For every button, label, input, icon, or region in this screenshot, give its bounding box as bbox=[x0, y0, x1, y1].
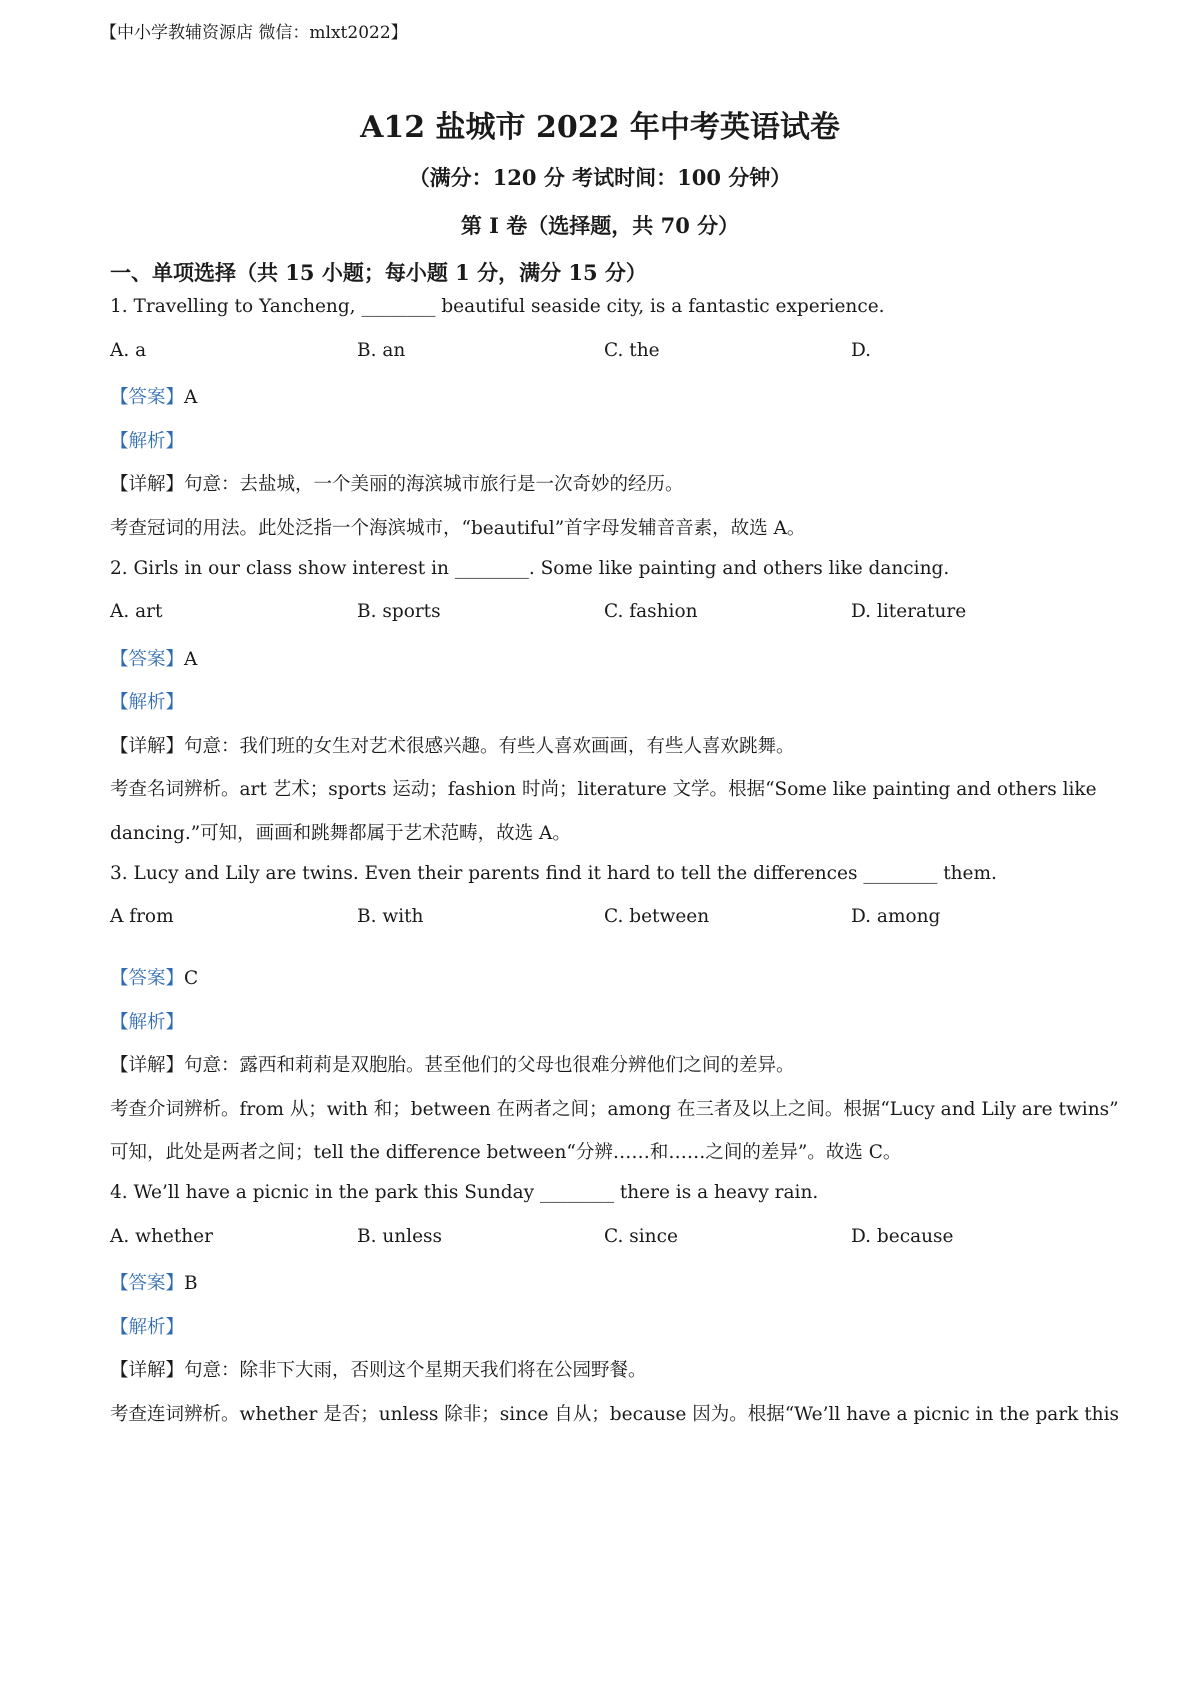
answer-label: 【答案】 bbox=[110, 1273, 185, 1294]
section-title: 一、单项选择（共 15 小题；每小题 1 分，满分 15 分） bbox=[110, 260, 647, 285]
header-note: 【中小学教辅资源店 微信：mlxt2022】 bbox=[100, 23, 408, 43]
part-title: 第 I 卷（选择题，共 70 分） bbox=[460, 213, 740, 238]
answer-line bbox=[110, 645, 197, 671]
option-b: B. unless bbox=[357, 1226, 443, 1247]
option-b: B. an bbox=[357, 340, 406, 361]
detail-text: 句意：去盐城，一个美丽的海滨城市旅行是一次奇妙的经历。 bbox=[184, 474, 684, 495]
question-options bbox=[110, 340, 1110, 366]
analysis-label: 【解析】 bbox=[110, 1012, 185, 1033]
exam-subtitle: （满分：120 分 考试时间：100 分钟） bbox=[408, 165, 792, 190]
question-options bbox=[110, 601, 1110, 627]
option-b: B. with bbox=[357, 906, 424, 927]
analysis-line bbox=[110, 1008, 184, 1034]
question-stem: 2. Girls in our class show interest in ________. Some like painting and others like dancing. bbox=[110, 558, 950, 579]
option-d: D. because bbox=[851, 1226, 954, 1247]
explain-line: 考查介词辨析。from 从；with 和；between 在两者之间；among 在三者及以上之间。根据“Lucy and Lily are twins” bbox=[110, 1099, 1119, 1120]
question-stem: 1. Travelling to Yancheng, ________ beautiful seaside city, is a fantastic experience. bbox=[110, 296, 885, 317]
detail-label: 【详解】 bbox=[110, 474, 185, 495]
analysis-label: 【解析】 bbox=[110, 431, 185, 452]
detail-label: 【详解】 bbox=[110, 1360, 185, 1381]
option-a: A. a bbox=[110, 340, 147, 361]
explain-line: 考查名词辨析。art 艺术；sports 运动；fashion 时尚；literature 文学。根据“Some like painting and others like bbox=[110, 779, 1097, 800]
answer-line bbox=[110, 1269, 198, 1295]
answer-label: 【答案】 bbox=[110, 968, 185, 989]
answer-label: 【答案】 bbox=[110, 649, 185, 670]
detail-line bbox=[110, 1356, 647, 1382]
explain-line: 考查冠词的用法。此处泛指一个海滨城市，“beautiful”首字母发辅音音素，故选 A。 bbox=[110, 518, 806, 539]
explain-line: 可知，此处是两者之间；tell the difference between“分辨……和……之间的差异”。故选 C。 bbox=[110, 1142, 902, 1163]
analysis-line bbox=[110, 1313, 184, 1339]
exam-title: A12 盐城市 2022 年中考英语试卷 bbox=[360, 110, 840, 145]
question-options bbox=[110, 1226, 1110, 1252]
question-stem: 3. Lucy and Lily are twins. Even their parents find it hard to tell the differences ________ them. bbox=[110, 863, 997, 884]
analysis-line bbox=[110, 688, 184, 714]
explain-line: 考查连词辨析。whether 是否；unless 除非；since 自从；because 因为。根据“We’ll have a picnic in the park this bbox=[110, 1404, 1120, 1425]
option-c: C. since bbox=[604, 1226, 678, 1247]
option-d: D. bbox=[851, 340, 872, 361]
option-d: D. literature bbox=[851, 601, 967, 622]
explain-line: dancing.”可知，画画和跳舞都属于艺术范畴，故选 A。 bbox=[110, 823, 571, 844]
answer-value: A bbox=[184, 387, 198, 408]
answer-label: 【答案】 bbox=[110, 387, 185, 408]
detail-text: 句意：我们班的女生对艺术很感兴趣。有些人喜欢画画，有些人喜欢跳舞。 bbox=[184, 736, 795, 757]
detail-text: 句意：除非下大雨，否则这个星期天我们将在公园野餐。 bbox=[184, 1360, 647, 1381]
analysis-line bbox=[110, 427, 184, 453]
detail-label: 【详解】 bbox=[110, 736, 185, 757]
answer-value: A bbox=[184, 649, 198, 670]
detail-text: 句意：露西和莉莉是双胞胎。甚至他们的父母也很难分辨他们之间的差异。 bbox=[184, 1055, 795, 1076]
analysis-label: 【解析】 bbox=[110, 1317, 185, 1338]
option-a: A. art bbox=[110, 601, 163, 622]
detail-line bbox=[110, 1051, 795, 1077]
answer-value: B bbox=[184, 1273, 198, 1294]
question-stem: 4. We’ll have a picnic in the park this Sunday ________ there is a heavy rain. bbox=[110, 1182, 819, 1203]
answer-value: C bbox=[184, 968, 199, 989]
answer-line bbox=[110, 964, 198, 990]
option-a: A. whether bbox=[110, 1226, 213, 1247]
detail-line bbox=[110, 732, 795, 758]
option-c: C. the bbox=[604, 340, 660, 361]
detail-line bbox=[110, 470, 684, 496]
option-a: A from bbox=[110, 906, 174, 927]
option-d: D. among bbox=[851, 906, 941, 927]
question-options bbox=[110, 906, 1110, 932]
option-b: B. sports bbox=[357, 601, 441, 622]
option-c: C. between bbox=[604, 906, 710, 927]
analysis-label: 【解析】 bbox=[110, 692, 185, 713]
option-c: C. fashion bbox=[604, 601, 698, 622]
answer-line bbox=[110, 383, 197, 409]
detail-label: 【详解】 bbox=[110, 1055, 185, 1076]
